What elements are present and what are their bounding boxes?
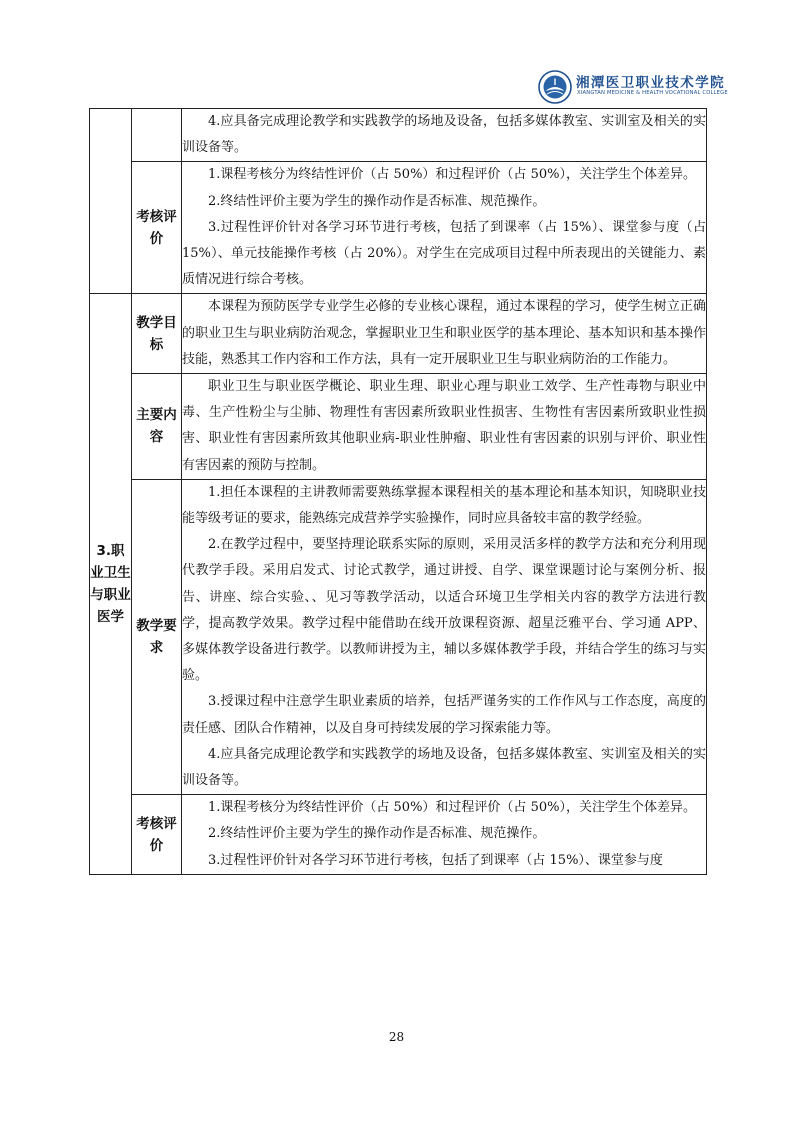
paragraph: 3.过程性评价针对各学习环节进行考核，包括了到课率（占 15%）、课堂参与度 [208, 852, 663, 868]
paragraph: 2.终结性评价主要为学生的操作动作是否标准、规范操作。 [208, 826, 546, 842]
section-label-cell: 主要内容 [132, 374, 182, 480]
section-content-cell [182, 162, 707, 294]
page-number: 28 [388, 1030, 405, 1044]
table-row [90, 479, 707, 794]
section-label-cell [132, 109, 182, 162]
section-label-cell: 考核评价 [132, 162, 182, 294]
section-content-cell [182, 109, 707, 162]
section-label-cell: 教学目标 [132, 294, 182, 374]
course-table [89, 108, 707, 875]
paragraph: 4.应具备完成理论教学和实践教学的场地及设备，包括多媒体教室、实训室及相关的实训设备等。 [182, 114, 706, 156]
paragraph: 4.应具备完成理论教学和实践教学的场地及设备，包括多媒体教室、实训室及相关的实训设备等。 [182, 746, 706, 789]
paragraph: 3.过程性评价针对各学习环节进行考核，包括了到课率（占 15%）、课堂参与度（占 15%）、单元技能操作考核（占 20%）。对学生在完成项目过程中所表现出的关键能力、素质情况进行综合考核。 [182, 219, 706, 288]
table-row [90, 162, 707, 294]
paragraph: 1.课程考核分为终结性评价（占 50%）和过程评价（占 50%），关注学生个体差异。 [208, 167, 696, 183]
paragraph: 1.课程考核分为终结性评价（占 50%）和过程评价（占 50%），关注学生个体差异。 [208, 800, 696, 816]
table-row [90, 374, 707, 480]
logo-chinese-name: 湘潭医卫职业技术学院 [576, 75, 725, 91]
section-label-cell: 教学要求 [132, 479, 182, 794]
section-content-cell [182, 374, 707, 480]
college-logo [538, 70, 728, 104]
paragraph: 1.担任本课程的主讲教师需要熟练掌握本课程相关的基本理论和基本知识，知晓职业技能等级考证的要求，能熟练完成营养学实验操作，同时应具备较丰富的教学经验。 [182, 484, 706, 527]
section-content-cell [182, 294, 707, 374]
paragraph: 2.在教学过程中，要坚持理论联系实际的原则，采用灵活多样的教学方法和充分利用现代教学手段。采用启发式、讨论式教学，通过讲授、自学、课堂课题讨论与案例分析、报告、讲座、综合实验、、见习等教学活动，以适合环境卫生学相关内容的教学方法进行教学，提高教学效果。教学过程中能借助在线开放课程资源、超星泛雅平台、学习通 APP、多媒体教学设备进行教学。以教师讲授为主，辅以多媒体教学手段，并结合学生的练习与实验。 [182, 537, 706, 684]
logo-english-name: XIANGTAN MEDICINE & HEALTH VOCATIONAL COLLEGE [577, 90, 728, 96]
paragraph: 本课程为预防医学专业学生必修的专业核心课程，通过本课程的学习，使学生树立正确的职业卫生与职业病防治观念，掌握职业卫生和职业医学的基本理论、基本知识和基本操作技能，熟悉其工作内容和工作方法，具有一定开展职业卫生与职业病防治的工作能力。 [182, 299, 706, 367]
course-name-cell: 3.职业卫生与职业医学 [90, 294, 132, 874]
section-label-cell: 考核评价 [132, 795, 182, 875]
paragraph: 职业卫生与职业医学概论、职业生理、职业心理与职业工效学、生产性毒物与职业中毒、生产性粉尘与尘肺、物理性有害因素所致职业性损害、生物性有害因素所致职业性损害、职业性有害因素所致其他职业病-职业性肿瘤、职业性有害因素的识别与评价、职业性有害因素的预防与控制。 [182, 379, 706, 473]
paragraph: 3.授课过程中注意学生职业素质的培养，包括严谨务实的工作作风与工作态度，高度的责任感、团队合作精神，以及自身可持续发展的学习探索能力等。 [182, 694, 706, 736]
section-content-cell [182, 479, 707, 794]
table-row [90, 109, 707, 162]
table-row [90, 294, 707, 374]
section-content-cell [182, 795, 707, 875]
paragraph: 2.终结性评价主要为学生的操作动作是否标准、规范操作。 [208, 193, 546, 209]
course-name-cell [90, 109, 132, 294]
table-row [90, 795, 707, 875]
college-emblem-icon [538, 70, 572, 104]
